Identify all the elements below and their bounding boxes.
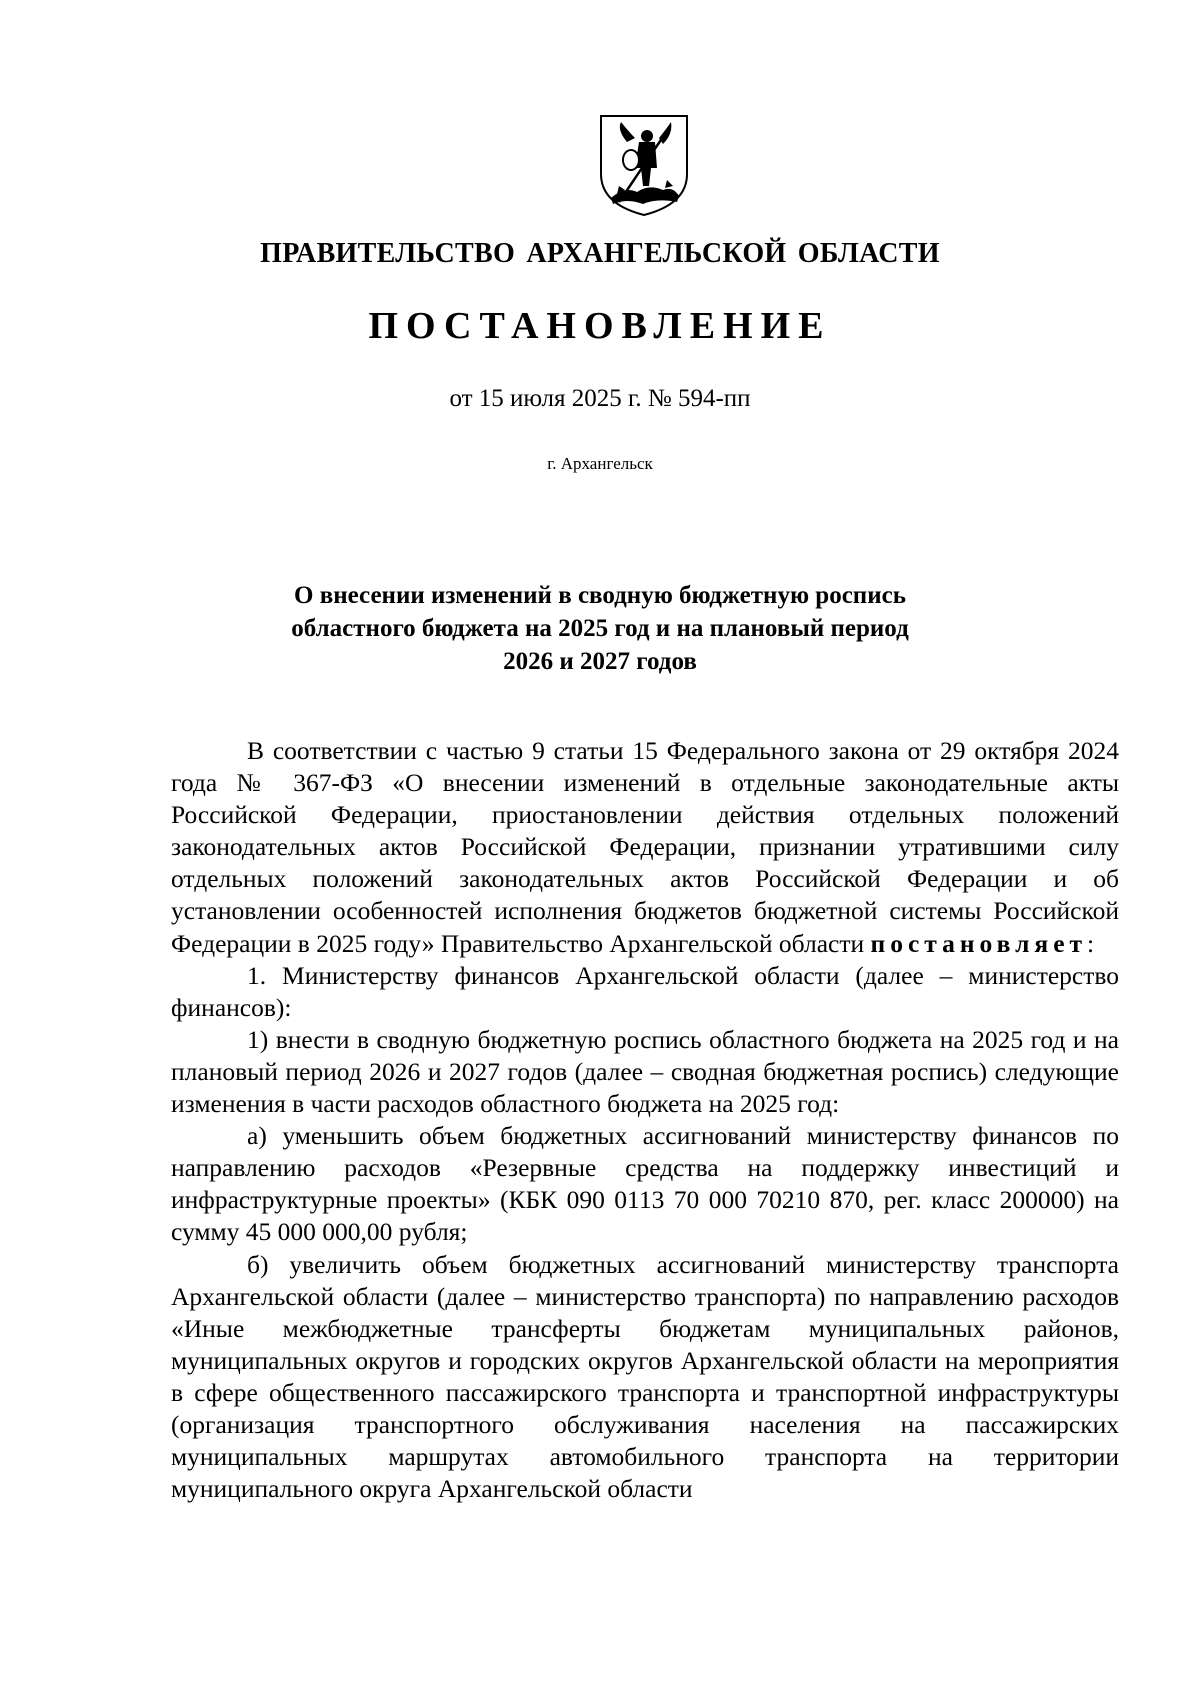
body-paragraph: 1. Министерству финансов Архангельской области (далее – министерство финансов): — [171, 960, 1119, 1022]
preamble-text: В соответствии с частью 9 статьи 15 Федерального закона от 29 октября 2024 года № 367-ФЗ «О внесении изменений в отдельные законодательные акты Российской Федерации, приостановлении действия отдельных положений законодательных актов Российской Федерации, признании утратившими силу отдельных положений законодательных актов Российской Федерации и об установлении особенностей исполнения бюджетов бюджетной системы Российской Федерации в 2025 году» Правительство Архангельской области — [171, 736, 1119, 958]
subject-line: 2026 и 2027 годов — [503, 648, 697, 675]
document-subject — [0, 579, 1200, 678]
subject-line: О внесении изменений в сводную бюджетную роспись — [294, 582, 906, 609]
document-body — [171, 735, 1119, 1505]
preamble-paragraph — [171, 735, 1119, 960]
document-type-title: ПОСТАНОВЛЕНИЕ — [368, 305, 832, 347]
decree-word: постановляет — [870, 928, 1088, 958]
document-city: г. Архангельск — [547, 454, 653, 473]
organization-title: ПРАВИТЕЛЬСТВО АРХАНГЕЛЬСКОЙ ОБЛАСТИ — [260, 238, 940, 269]
document-date-number: от 15 июля 2025 г. № 594-пп — [449, 385, 751, 412]
arkhangelsk-coat-of-arms-icon — [597, 112, 691, 218]
decree-colon: : — [1087, 928, 1095, 958]
body-paragraph: а) уменьшить объем бюджетных ассигнований министерству финансов по направлению расходов «Резервные средства на поддержку инвестиций и инфраструктурные проекты» (КБК 090 0113 70 000 70210 870, рег. класс 200000) на сумму 45 000 000,00 рубля; — [171, 1121, 1119, 1247]
body-paragraph: б) увеличить объем бюджетных ассигнований министерству транспорта Архангельской области (далее – министерство транспорта) по направлению расходов «Иные межбюджетные трансферты бюджетам муниципальных районов, муниципальных округов и городских округов Архангельской области на мероприятия в сфере общественного пассажирского транспорта и транспортной инфраструктуры (организация транспортного обслуживания населения на пассажирских муниципальных маршрутах автомобильного транспорта на территории муниципального округа Архангельской области — [171, 1249, 1119, 1504]
body-paragraph: 1) внести в сводную бюджетную роспись областного бюджета на 2025 год и на плановый период 2026 и 2027 годов (далее – сводная бюджетная роспись) следующие изменения в части расходов областного бюджета на 2025 год: — [171, 1024, 1119, 1119]
subject-line: областного бюджета на 2025 год и на плановый период — [291, 615, 909, 642]
